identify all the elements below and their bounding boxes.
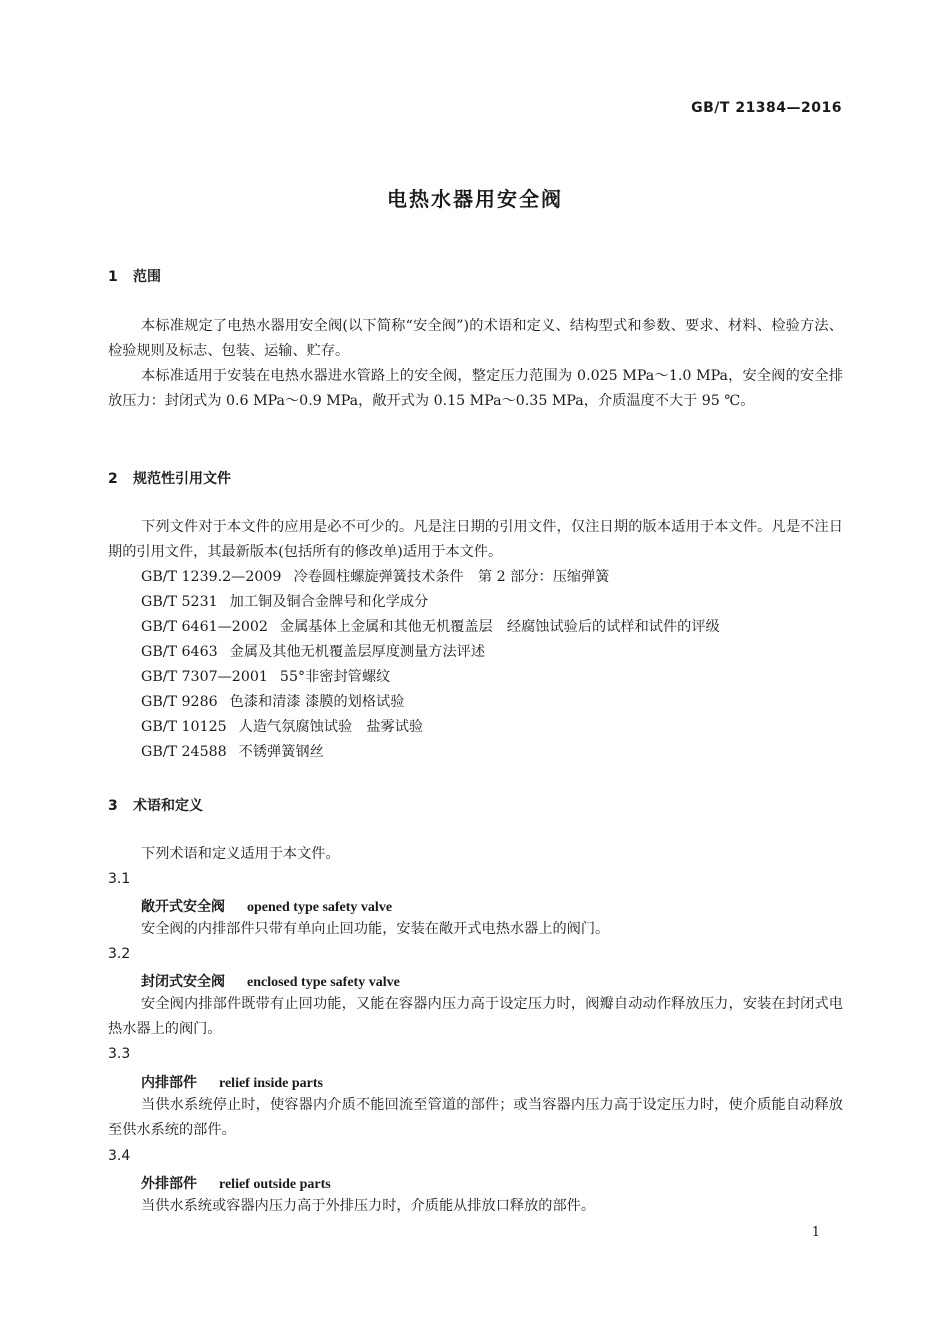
reference-code: GB/T 1239.2—2009 — [141, 569, 282, 585]
reference-title: 金属及其他无机覆盖层厚度测量方法评述 — [229, 644, 486, 660]
term-heading — [141, 971, 400, 991]
reference-code: GB/T 5231 — [141, 594, 218, 610]
reference-code: GB/T 24588 — [141, 744, 227, 760]
page-number: 1 — [811, 1225, 820, 1240]
reference-code: GB/T 9286 — [141, 694, 218, 710]
reference-title: 55°非密封管螺纹 — [279, 669, 391, 685]
reference-title: 金属基体上金属和其他无机覆盖层 经腐蚀试验后的试样和试件的评级 — [279, 619, 720, 635]
document-title: 电热水器用安全阀 — [387, 187, 563, 211]
term-english: relief inside parts — [219, 1076, 323, 1091]
reference-item — [141, 690, 404, 715]
term-heading — [141, 1072, 323, 1092]
section-3-heading — [108, 795, 203, 815]
term-number: 3.2 — [108, 946, 131, 962]
term-number: 3.4 — [108, 1148, 131, 1164]
reference-item — [141, 740, 324, 765]
section-number: 3 — [108, 798, 118, 814]
reference-item — [141, 615, 720, 640]
reference-title: 人造气氛腐蚀试验 盐雾试验 — [238, 719, 424, 735]
reference-code: GB/T 10125 — [141, 719, 227, 735]
normative-intro: 下列文件对于本文件的应用是必不可少的。凡是注日期的引用文件，仅注日期的版本适用于本文件。凡是不注日期的引用文件，其最新版本(包括所有的修改单)适用于本文件。 — [108, 519, 843, 560]
reference-item — [141, 565, 609, 590]
scope-paragraph-2: 本标准适用于安装在电热水器进水管路上的安全阀，整定压力范围为 0.025 MPa～1.0 MPa，安全阀的安全排放压力：封闭式为 0.6 MPa～0.9 MPa，敞开式为 0.15 MPa～0.35 MPa，介质温度不大于 95 ℃。 — [108, 368, 843, 409]
term-english: relief outside parts — [219, 1177, 331, 1192]
term-number: 3.1 — [108, 871, 131, 887]
reference-title: 加工铜及铜合金牌号和化学成分 — [229, 594, 429, 610]
term-definition: 当供水系统停止时，使容器内介质不能回流至管道的部件；或当容器内压力高于设定压力时，使介质能自动释放至供水系统的部件。 — [108, 1097, 843, 1138]
reference-title: 色漆和清漆 漆膜的划格试验 — [229, 694, 405, 710]
section-title: 规范性引用文件 — [133, 471, 231, 487]
reference-code: GB/T 6461—2002 — [141, 619, 268, 635]
term-chinese: 外排部件 — [141, 1176, 197, 1192]
reference-title: 不锈弹簧钢丝 — [238, 744, 324, 760]
term-number: 3.3 — [108, 1046, 131, 1062]
term-heading — [141, 896, 392, 916]
reference-code: GB/T 7307—2001 — [141, 669, 268, 685]
reference-item — [141, 640, 485, 665]
reference-item — [141, 665, 390, 690]
reference-item — [141, 590, 428, 615]
reference-code: GB/T 6463 — [141, 644, 218, 660]
reference-item — [141, 715, 423, 740]
section-number: 1 — [108, 269, 118, 285]
section-2-heading — [108, 468, 231, 488]
section-title: 术语和定义 — [133, 798, 203, 814]
reference-title: 冷卷圆柱螺旋弹簧技术条件 第 2 部分：压缩弹簧 — [293, 569, 610, 585]
term-chinese: 内排部件 — [141, 1075, 197, 1091]
term-heading — [141, 1173, 331, 1193]
section-1-heading — [108, 266, 161, 286]
term-chinese: 封闭式安全阀 — [141, 974, 225, 990]
term-english: enclosed type safety valve — [247, 975, 400, 990]
section-number: 2 — [108, 471, 118, 487]
term-english: opened type safety valve — [247, 900, 393, 915]
term-definition: 安全阀的内排部件只带有单向止回功能，安装在敞开式电热水器上的阀门。 — [141, 921, 610, 937]
term-definition: 安全阀内排部件既带有止回功能，又能在容器内压力高于设定压力时，阀瓣自动动作释放压力，安装在封闭式电热水器上的阀门。 — [108, 996, 843, 1037]
section-title: 范围 — [133, 269, 161, 285]
term-definition: 当供水系统或容器内压力高于外排压力时，介质能从排放口释放的部件。 — [141, 1198, 596, 1214]
standard-number: GB/T 21384—2016 — [691, 100, 842, 116]
terms-intro: 下列术语和定义适用于本文件。 — [141, 846, 340, 862]
scope-paragraph-1: 本标准规定了电热水器用安全阀(以下简称“安全阀”)的术语和定义、结构型式和参数、要求、材料、检验方法、检验规则及标志、包装、运输、贮存。 — [108, 318, 843, 359]
term-chinese: 敞开式安全阀 — [141, 899, 225, 915]
